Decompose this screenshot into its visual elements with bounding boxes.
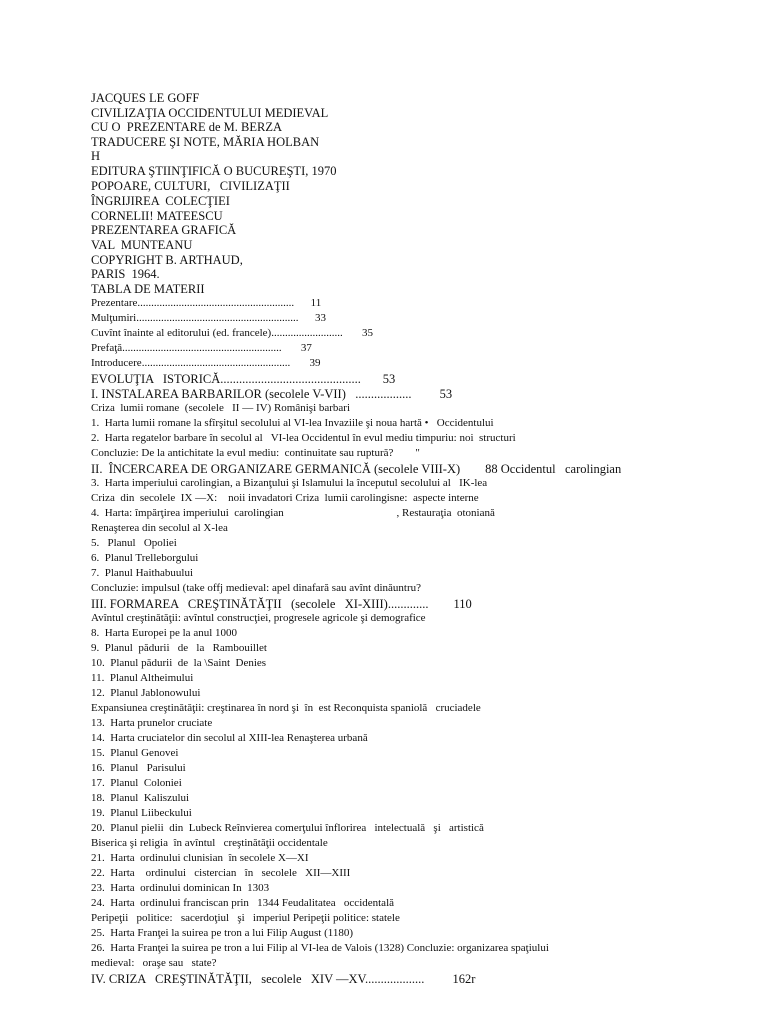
toc-entry: Prefaţă.......................................................... 37 <box>91 342 312 354</box>
toc-entry: Renaşterea din secolul al X-lea <box>91 522 228 534</box>
toc-entry: IV. CRIZA CREŞTINĂTĂŢII, secolele XIV —XV................... 162r <box>91 972 476 986</box>
toc-entry: 17. Planul Coloniei <box>91 777 182 789</box>
toc-entry: 12. Planul Jablonowului <box>91 687 201 699</box>
toc-entry: 2. Harta regatelor barbare în secolul al VI-lea Occidentul în evul mediu timpuriu: noi structuri <box>91 432 516 444</box>
toc-entry: Cuvînt înainte al editorului (ed. francele).......................... 35 <box>91 327 373 339</box>
toc-entry: EVOLUŢIA ISTORICĂ............................................. 53 <box>91 372 396 386</box>
toc-entry: I. INSTALAREA BARBARILOR (secolele V-VII) .................. 53 <box>91 387 453 401</box>
author: JACQUES LE GOFF <box>91 91 200 105</box>
book-title: CIVILIZAŢIA OCCIDENTULUI MEDIEVAL <box>91 106 329 120</box>
text-line: COPYRIGHT B. ARTHAUD, <box>91 253 243 267</box>
toc-entry: 21. Harta ordinului clunisian în secolele X—XI <box>91 852 309 864</box>
toc-entry: Concluzie: De la antichitate la evul mediu: continuitate sau ruptură? " <box>91 447 420 459</box>
toc-entry: 11. Planul Altheimului <box>91 672 194 684</box>
text-line: TRADUCERE ŞI NOTE, MĂRIA HOLBAN <box>91 135 320 149</box>
toc-entry: III. FORMAREA CREŞTINĂTĂŢII (secolele XI-XIII)............. 110 <box>91 597 472 611</box>
text-line: CORNELII! MATEESCU <box>91 209 223 223</box>
toc-entry: 16. Planul Parisului <box>91 762 186 774</box>
toc-entry: 8. Harta Europei pe la anul 1000 <box>91 627 238 639</box>
toc-entry: Expansiunea creştinătăţii: creştinarea în nord şi în est Reconquista spaniolă cruciadele <box>91 702 481 714</box>
toc-entry: 6. Planul Trelleborgului <box>91 552 199 564</box>
text-line: PREZENTAREA GRAFICĂ <box>91 223 237 237</box>
toc-entry: Biserica şi religia în avîntul creştinătăţii occidentale <box>91 837 328 849</box>
toc-entry: Criza din secolele IX —X: noii invadatori Criza lumii carolingisne: aspecte interne <box>91 492 479 504</box>
text-line: ÎNGRIJIREA COLECŢIEI <box>91 194 230 208</box>
toc-entry: 26. Harta Franţei la suirea pe tron a lui Filip al VI-lea de Valois (1328) Concluzie: organizarea spaţiului <box>91 942 549 954</box>
toc-entry: medieval: oraşe sau state? <box>91 957 217 969</box>
text-line: PARIS 1964. <box>91 267 160 281</box>
toc-entry: 3. Harta imperiului carolingian, a Bizanţului şi Islamului la începutul secolului al IK-lea <box>91 477 488 489</box>
toc-entry: 24. Harta ordinului franciscan prin 1344 Feudalitatea occidentală <box>91 897 395 909</box>
toc-entry: Prezentare......................................................... 11 <box>91 297 322 309</box>
toc-heading: TABLA DE MATERII <box>91 282 205 296</box>
toc-entry: Concluzie: impulsul (take offj medieval: apel dinafară sau avînt dinăuntru? <box>91 582 421 594</box>
toc-entry: 13. Harta prunelor cruciate <box>91 717 213 729</box>
toc-entry: 23. Harta ordinului dominican In 1303 <box>91 882 270 894</box>
toc-entry: 19. Planul Liibeckului <box>91 807 192 819</box>
toc-entry: 25. Harta Franţei la suirea pe tron a lui Filip August (1180) <box>91 927 354 939</box>
text-line: H <box>91 149 101 163</box>
toc-entry: 1. Harta lumii romane la sfîrşitul secolului al VI-lea Invaziile şi noua hartă • Occidentului <box>91 417 494 429</box>
toc-entry: 4. Harta: împărţirea imperiului carolingian , Restauraţia otoniană <box>91 507 495 519</box>
toc-entry: 20. Planul pielii din Lubeck Reînvierea comerţului înflorirea intelectuală şi artistică <box>91 822 484 834</box>
toc-entry: Peripeţii politice: sacerdoţiul şi imperiul Peripeţii politice: statele <box>91 912 400 924</box>
toc-entry: 7. Planul Haithabuului <box>91 567 194 579</box>
toc-entry: 18. Planul Kaliszului <box>91 792 190 804</box>
toc-entry: 15. Planul Genovei <box>91 747 179 759</box>
toc-entry: Criza lumii romane (secolele II — IV) Românişi barbari <box>91 402 351 414</box>
text-line: POPOARE, CULTURI, CIVILIZAŢII <box>91 179 290 193</box>
toc-entry: Mulţumiri........................................................... 33 <box>91 312 326 324</box>
text-line: CU O PREZENTARE de M. BERZA <box>91 120 283 134</box>
text-line: EDITURA ŞTIINŢIFICĂ O BUCUREŞTI, 1970 <box>91 164 337 178</box>
toc-entry: 9. Planul pădurii de la Rambouillet <box>91 642 267 654</box>
toc-entry: 5. Planul Opoliei <box>91 537 177 549</box>
toc-entry: 22. Harta ordinului cistercian în secolele XII—XIII <box>91 867 351 879</box>
toc-entry: 14. Harta cruciatelor din secolul al XIII-lea Renaşterea urbană <box>91 732 368 744</box>
toc-entry: II. ÎNCERCAREA DE ORGANIZARE GERMANICĂ (secolele VIII-X) 88 Occidentul carolingian <box>91 462 622 476</box>
toc-entry: Introducere...................................................... 39 <box>91 357 321 369</box>
toc-entry: Avîntul creştinătăţii: avîntul construcţiei, progresele agricole şi demografice <box>91 612 426 624</box>
toc-entry: 10. Planul pădurii de la \Saint Denies <box>91 657 267 669</box>
text-line: VAL MUNTEANU <box>91 238 193 252</box>
